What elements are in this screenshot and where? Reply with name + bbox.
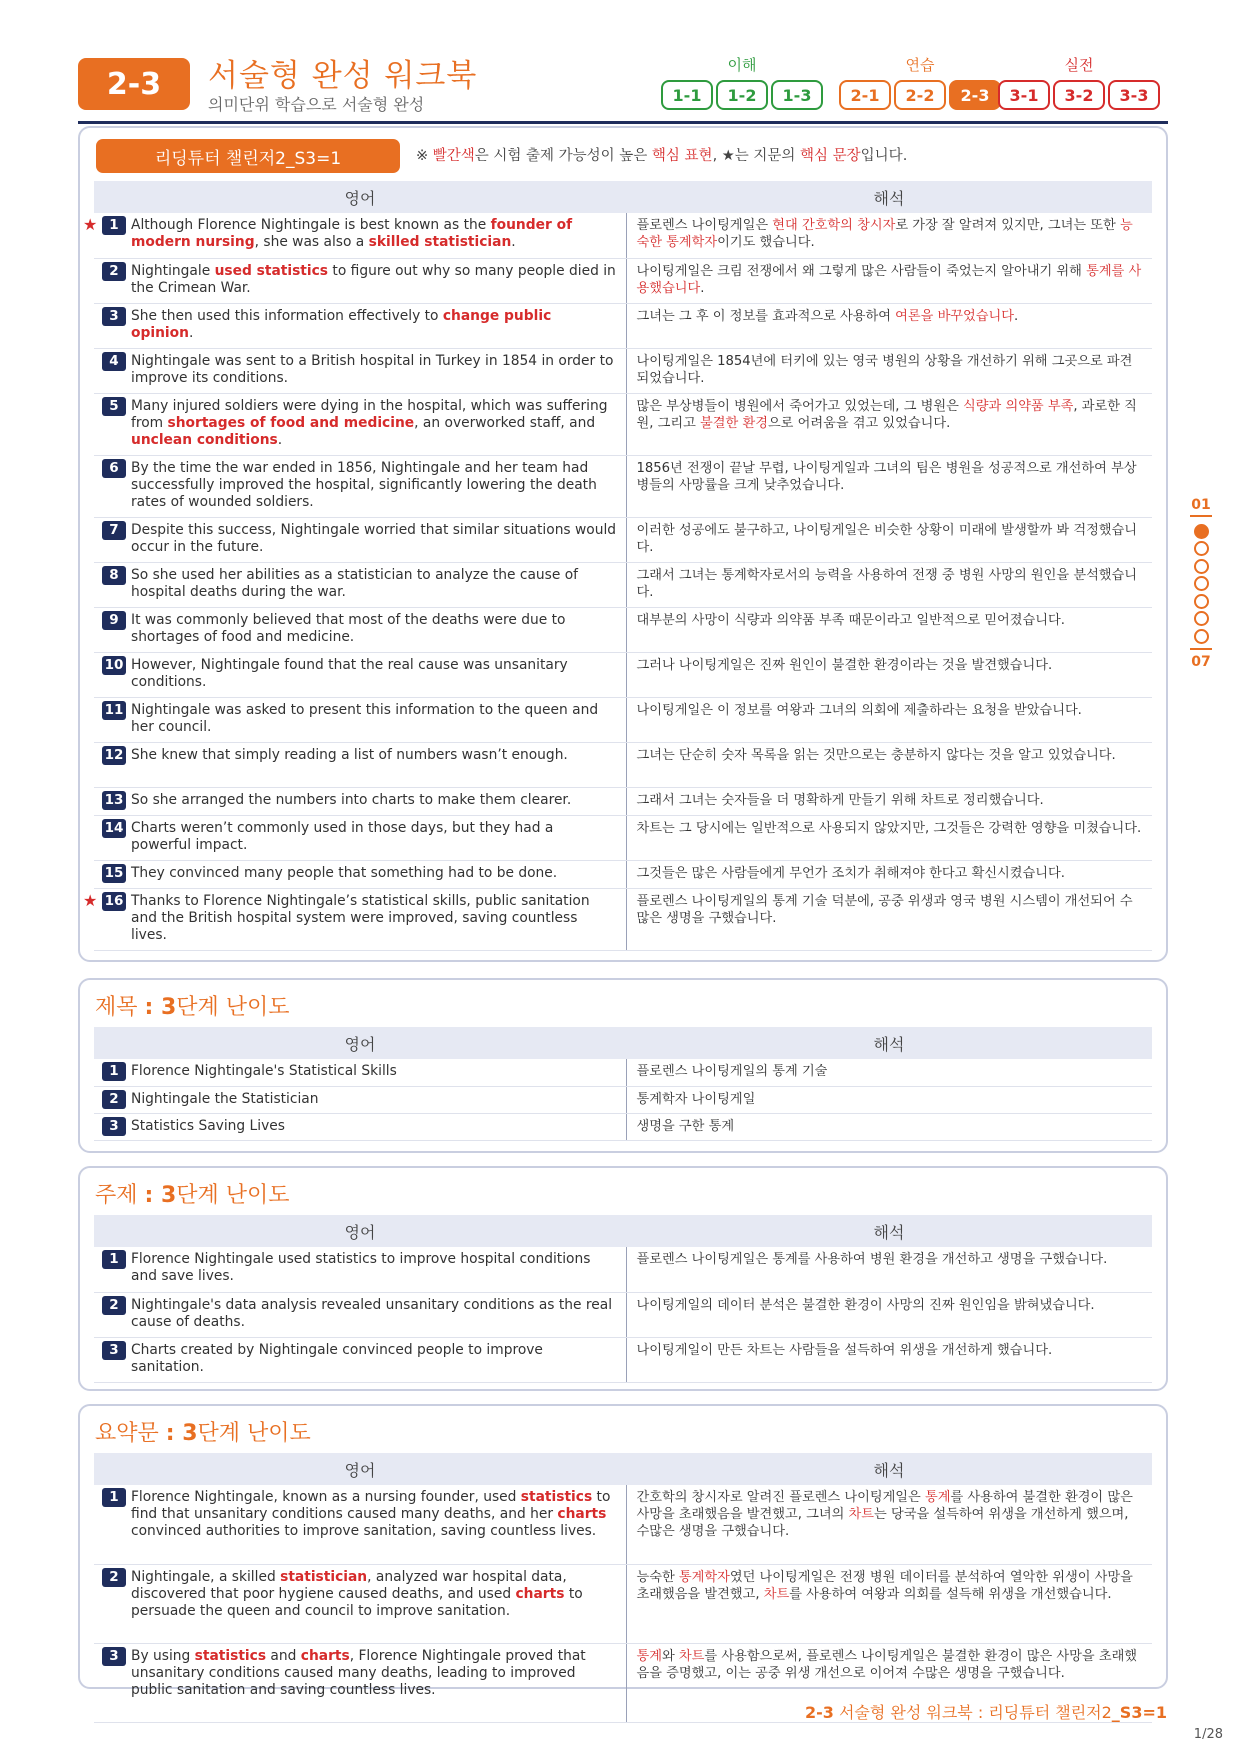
text-run: Nightingale was sent to a British hospital in Turkey in 1854 in order to improve its conditions. bbox=[131, 352, 614, 386]
text-run: Nightingale was asked to present this information to the queen and her council. bbox=[131, 701, 599, 735]
text-run: 나이팅게일은 크림 전쟁에서 왜 그렇게 많은 사람들이 죽었는지 알아내기 위해 bbox=[636, 263, 1087, 279]
table-row bbox=[94, 860, 1152, 888]
text-run: . bbox=[188, 324, 194, 341]
english-text bbox=[131, 893, 618, 944]
note-key-expression: 핵심 표현 bbox=[651, 148, 713, 164]
text-run: 차트는 그 당시에는 일반적으로 사용되지 않았지만, 그것들은 강력한 영향을 미쳤습니다. bbox=[636, 820, 1142, 836]
stage-button-2-1[interactable]: 2-1 bbox=[839, 80, 891, 110]
table-row bbox=[94, 1086, 1152, 1113]
sentence-number-badge: 13 bbox=[102, 791, 126, 810]
reading-panel bbox=[78, 126, 1168, 962]
text-run: So she arranged the numbers into charts to make them clearer. bbox=[131, 791, 572, 808]
table-row bbox=[94, 1564, 1152, 1643]
text-run: 를 사용하여 불결한 환경이 많은 사망을 초래했음을 발견했고, 그녀의 bbox=[636, 1490, 1133, 1522]
korean-cell bbox=[626, 1059, 1152, 1086]
legend-note bbox=[416, 144, 907, 165]
key-expression: statistics bbox=[194, 1647, 267, 1664]
text-run: , an overworked staff, and bbox=[414, 414, 596, 431]
stage-button-1-2[interactable]: 1-2 bbox=[716, 80, 768, 110]
text-run: 로 가장 잘 알려져 있지만, 그녀는 또한 bbox=[895, 218, 1120, 233]
key-expression: statistician bbox=[280, 1568, 368, 1585]
table-row bbox=[94, 1337, 1152, 1382]
stage-practice bbox=[839, 54, 1001, 110]
text-run: convinced authorities to improve sanitation, saving countless lives. bbox=[131, 1523, 597, 1539]
korean-cell bbox=[626, 455, 1152, 517]
text-run: . bbox=[1014, 308, 1019, 324]
korean-cell bbox=[626, 1337, 1152, 1382]
korean-cell bbox=[626, 787, 1152, 815]
text-run: 나이팅게일은 이 정보를 여왕과 그녀의 의회에 제출하라는 요청을 받았습니다. bbox=[636, 702, 1082, 718]
column-header-korean: 해석 bbox=[626, 1215, 1152, 1247]
text-run: to persuade the queen and council to improve sanitation. bbox=[131, 1585, 583, 1619]
title-panel bbox=[78, 978, 1168, 1153]
english-text bbox=[131, 865, 557, 882]
english-text bbox=[131, 747, 568, 764]
text-run: Florence Nightingale, known as a nursing founder, used bbox=[131, 1489, 521, 1505]
korean-cell bbox=[626, 815, 1152, 860]
text-run: Charts weren’t commonly used in those days, but they had a powerful impact. bbox=[131, 819, 554, 853]
key-expression: used statistics bbox=[214, 262, 329, 279]
note-key-sentence: 핵심 문장 bbox=[800, 148, 861, 164]
text-run: , analyzed war hospital data, discovered that poor hygiene caused deaths, and used bbox=[131, 1568, 567, 1602]
page-subtitle: 의미단위 학습으로 서술형 완성 bbox=[208, 95, 425, 114]
text-run: They convinced many people that something had to be done. bbox=[131, 864, 558, 881]
table-row bbox=[94, 888, 1152, 950]
key-expression: 불결한 환경 bbox=[700, 415, 768, 431]
column-header-english: 영어 bbox=[94, 181, 626, 213]
english-text bbox=[131, 1251, 618, 1285]
stage-understand bbox=[661, 54, 823, 110]
english-text bbox=[131, 792, 571, 809]
table-row bbox=[94, 1113, 1152, 1140]
text-run: 으로 어려움을 겪고 있었습니다. bbox=[767, 415, 951, 431]
text-run: 통계학자 나이팅게일 bbox=[636, 1091, 756, 1107]
english-text bbox=[131, 263, 618, 297]
page-number: 1/28 bbox=[1193, 1727, 1223, 1742]
english-cell bbox=[94, 742, 626, 787]
text-run: 플로렌스 나이팅게일은 통계를 사용하여 병원 환경을 개선하고 생명을 구했습니다. bbox=[636, 1252, 1108, 1267]
title-table bbox=[94, 1027, 1152, 1141]
korean-cell bbox=[626, 348, 1152, 393]
text-run: Nightingale's data analysis revealed unsanitary conditions as the real cause of deaths. bbox=[131, 1296, 613, 1330]
progress-dot[interactable] bbox=[1194, 594, 1209, 609]
sentence-number-badge: 2 bbox=[102, 262, 126, 281]
english-cell bbox=[94, 652, 626, 697]
korean-cell bbox=[626, 1113, 1152, 1140]
column-header-korean: 해석 bbox=[626, 1453, 1152, 1485]
footer-title: 2-3 서술형 완성 워크북 : 리딩튜터 챌린저2_S3=1 bbox=[804, 1703, 1167, 1722]
column-header-english: 영어 bbox=[94, 1027, 626, 1059]
table-row bbox=[94, 815, 1152, 860]
key-expression: change public opinion bbox=[131, 307, 552, 341]
key-expression: charts bbox=[300, 1647, 350, 1664]
stage-button-1-1[interactable]: 1-1 bbox=[661, 80, 713, 110]
key-sentence-star-icon: ★ bbox=[83, 215, 98, 234]
english-cell bbox=[94, 455, 626, 517]
table-row bbox=[94, 742, 1152, 787]
key-expression: charts bbox=[557, 1506, 607, 1522]
text-run: Although Florence Nightingale is best known as the bbox=[131, 217, 491, 233]
note-text: 입니다. bbox=[860, 148, 908, 164]
progress-dot[interactable] bbox=[1194, 541, 1209, 556]
sentence-number-badge: 1 bbox=[102, 1488, 126, 1507]
text-run: 1856년 전쟁이 끝날 무렵, 나이팅게일과 그녀의 팀은 병원을 성공적으로 개선하여 부상병들의 사망률을 크게 낮추었습니다. bbox=[636, 460, 1137, 493]
sentence-number-badge: 1 bbox=[102, 1250, 126, 1269]
table-row bbox=[94, 1485, 1152, 1564]
text-run: 플로렌스 나이팅게일의 통계 기술 bbox=[636, 1064, 828, 1079]
text-run: 를 사용함으로써, 플로렌스 나이팅게일은 불결한 환경이 많은 사망을 초래했음을 증명했고, 이는 공중 위생 개선으로 이어져 수많은 생명을 구했습니다. bbox=[636, 1648, 1138, 1681]
korean-cell bbox=[626, 1247, 1152, 1292]
english-cell bbox=[94, 787, 626, 815]
text-run: 는 당국을 설득하여 위생을 개선하게 했으며, 수많은 생명을 구했습니다. bbox=[636, 1507, 1129, 1539]
english-text bbox=[131, 567, 618, 601]
korean-cell bbox=[626, 517, 1152, 562]
table-row bbox=[94, 348, 1152, 393]
text-run: So she used her abilities as a statistician to analyze the cause of hospital deaths during the war. bbox=[131, 566, 579, 600]
sentence-number-badge: 2 bbox=[102, 1090, 126, 1109]
key-expression: 여론을 바꾸었습니다 bbox=[895, 308, 1014, 324]
sentence-number-badge: 3 bbox=[102, 1647, 126, 1666]
text-run: 그녀는 단순히 숫자 목록을 읽는 것만으로는 충분하지 않다는 것을 알고 있었습니다. bbox=[636, 747, 1116, 763]
sentence-number-badge: 16 bbox=[102, 892, 126, 911]
text-run: 그러나 나이팅게일은 진짜 원인이 불결한 환경이라는 것을 발견했습니다. bbox=[636, 657, 1053, 673]
lesson-code-badge: 2-3 bbox=[78, 58, 190, 110]
english-text bbox=[131, 308, 618, 342]
key-expression: founder of modern nursing bbox=[131, 217, 573, 250]
section-heading: 제목 : 3단계 난이도 bbox=[95, 995, 290, 1020]
key-expression: 식량과 의약품 부족 bbox=[963, 398, 1074, 414]
note-text: , ★는 지문의 bbox=[712, 148, 796, 164]
text-run: 그것들은 많은 사람들에게 무언가 조치가 취해져야 한다고 확신시켰습니다. bbox=[636, 865, 1065, 881]
english-cell bbox=[94, 1086, 626, 1113]
english-text bbox=[131, 522, 618, 556]
english-cell bbox=[94, 860, 626, 888]
section-heading: 요약문 : 3단계 난이도 bbox=[95, 1421, 311, 1446]
key-expression: 통계를 사용했습니다 bbox=[636, 263, 1142, 296]
table-row bbox=[94, 1292, 1152, 1337]
korean-cell bbox=[626, 607, 1152, 652]
text-run: 플로렌스 나이팅게일의 통계 기술 덕분에, 공중 위생과 영국 병원 시스템이 개선되어 수많은 생명을 구했습니다. bbox=[636, 893, 1133, 926]
text-run: 나이팅게일의 데이터 분석은 불결한 환경이 사망의 진짜 원인임을 밝혀냈습니다. bbox=[636, 1297, 1095, 1313]
table-row bbox=[94, 607, 1152, 652]
text-run: 이기도 했습니다. bbox=[717, 235, 815, 250]
note-red-word: 빨간색 bbox=[432, 148, 475, 164]
stage-label: 실전 bbox=[1064, 56, 1094, 74]
english-text bbox=[131, 1569, 618, 1620]
text-run: 그래서 그녀는 통계학자로서의 능력을 사용하여 전쟁 중 병원 사망의 원인을 분석했습니다. bbox=[636, 567, 1138, 600]
theme-panel bbox=[78, 1166, 1168, 1391]
text-run: 플로렌스 나이팅게일은 bbox=[636, 218, 773, 233]
text-run: She knew that simply reading a list of numbers wasn’t enough. bbox=[131, 746, 568, 763]
theme-table bbox=[94, 1215, 1152, 1383]
stage-button-1-3[interactable]: 1-3 bbox=[771, 80, 823, 110]
key-expression: 현대 간호학의 창시자 bbox=[772, 218, 896, 233]
english-text bbox=[131, 353, 618, 387]
text-run: 그녀는 그 후 이 정보를 효과적으로 사용하여 bbox=[636, 308, 896, 324]
text-run: 이러한 성공에도 불구하고, 나이팅게일은 비슷한 상황이 미래에 발생할까 봐 걱정했습니다. bbox=[636, 522, 1138, 555]
stage-button-3-3[interactable]: 3-3 bbox=[1108, 80, 1160, 110]
column-header-korean: 해석 bbox=[626, 1027, 1152, 1059]
table-row bbox=[94, 562, 1152, 607]
key-expression: skilled statistician bbox=[368, 234, 512, 250]
key-sentence-star-icon: ★ bbox=[83, 890, 98, 910]
text-run: By using bbox=[131, 1647, 195, 1664]
english-text bbox=[131, 1342, 618, 1376]
progress-dot[interactable] bbox=[1194, 576, 1209, 591]
key-expression: charts bbox=[515, 1585, 565, 1602]
sentence-number-badge: 3 bbox=[102, 1341, 126, 1360]
english-cell bbox=[94, 1059, 626, 1086]
korean-cell bbox=[626, 652, 1152, 697]
korean-cell bbox=[626, 860, 1152, 888]
column-header-english: 영어 bbox=[94, 1453, 626, 1485]
note-prefix: ※ bbox=[416, 148, 429, 164]
text-run: 였던 나이팅게일은 전쟁 병원 데이터를 분석하여 열악한 위생이 사망을 초래했음을 발견했고, bbox=[636, 1569, 1133, 1602]
korean-cell bbox=[626, 258, 1152, 303]
key-expression: 통계 bbox=[636, 1648, 662, 1664]
table-row bbox=[94, 1247, 1152, 1292]
english-cell bbox=[94, 1643, 626, 1722]
stage-button-3-1[interactable]: 3-1 bbox=[998, 80, 1050, 110]
english-text bbox=[131, 657, 618, 691]
english-cell bbox=[94, 1337, 626, 1382]
sentence-number-badge: 6 bbox=[102, 459, 126, 478]
english-cell bbox=[94, 607, 626, 652]
sentence-number-badge: 15 bbox=[102, 864, 126, 883]
sentence-number-badge: 4 bbox=[102, 352, 126, 371]
text-run: However, Nightingale found that the real cause was unsanitary conditions. bbox=[131, 656, 568, 690]
key-expression: shortages of food and medicine bbox=[167, 414, 415, 431]
key-expression: statistics bbox=[520, 1489, 593, 1505]
text-run: Charts created by Nightingale convinced people to improve sanitation. bbox=[131, 1341, 543, 1375]
key-expression: unclean conditions bbox=[131, 431, 278, 448]
text-run: 많은 부상병들이 병원에서 죽어가고 있었는데, 그 병원은 bbox=[636, 398, 964, 414]
text-run: Florence Nightingale used statistics to improve hospital conditions and save lives. bbox=[131, 1251, 591, 1284]
text-run: , she was also a bbox=[254, 234, 369, 250]
table-row bbox=[94, 455, 1152, 517]
sentence-number-badge: 11 bbox=[102, 701, 126, 720]
english-text bbox=[131, 460, 618, 511]
text-run: , 과로한 직원, 그리고 bbox=[636, 398, 1137, 431]
stage-label: 연습 bbox=[905, 56, 935, 74]
text-run: to find that unsanitary conditions caused many deaths, and her bbox=[131, 1489, 611, 1522]
sentence-number-badge: 1 bbox=[102, 216, 126, 235]
english-text bbox=[131, 1648, 618, 1699]
sentence-number-badge: 10 bbox=[102, 656, 126, 675]
english-cell bbox=[83, 213, 626, 258]
progress-dot[interactable] bbox=[1194, 611, 1209, 626]
text-run: 나이팅게일은 1854년에 터키에 있는 영국 병원의 상황을 개선하기 위해 그곳으로 파견되었습니다. bbox=[636, 353, 1133, 386]
korean-cell bbox=[626, 742, 1152, 787]
progress-dot[interactable] bbox=[1194, 559, 1209, 574]
text-run: Thanks to Florence Nightingale’s statistical skills, public sanitation and the British hospital system were improved, saving countless lives. bbox=[131, 892, 590, 943]
text-run: , Florence Nightingale proved that unsanitary conditions caused many deaths, leading to improved public sanitation and saving countless lives. bbox=[131, 1647, 586, 1698]
table-row bbox=[94, 652, 1152, 697]
progress-dot[interactable] bbox=[1194, 524, 1209, 539]
english-cell bbox=[94, 348, 626, 393]
column-header-english: 영어 bbox=[94, 1215, 626, 1247]
english-cell bbox=[94, 1247, 626, 1292]
column-header-korean: 해석 bbox=[626, 181, 1152, 213]
english-text bbox=[131, 398, 618, 449]
section-heading: 주제 : 3단계 난이도 bbox=[95, 1183, 290, 1208]
key-expression: 통계 bbox=[924, 1490, 951, 1505]
text-run: . bbox=[700, 280, 705, 296]
english-cell bbox=[94, 1564, 626, 1643]
english-text bbox=[131, 702, 618, 736]
progress-dot[interactable] bbox=[1194, 629, 1209, 644]
key-expression: 차트 bbox=[848, 1507, 875, 1522]
english-text bbox=[131, 820, 618, 854]
sentence-number-badge: 2 bbox=[102, 1296, 126, 1315]
korean-cell bbox=[626, 393, 1152, 455]
header-divider bbox=[78, 121, 1168, 124]
stage-button-3-2[interactable]: 3-2 bbox=[1053, 80, 1105, 110]
side-progress-nav bbox=[1186, 497, 1216, 670]
text-run: 나이팅게일이 만든 차트는 사람들을 설득하여 위생을 개선하게 했습니다. bbox=[636, 1342, 1053, 1358]
english-text bbox=[131, 612, 618, 646]
text-run: 생명을 구한 통계 bbox=[636, 1118, 735, 1134]
table-row bbox=[94, 787, 1152, 815]
text-run: Nightingale, a skilled bbox=[131, 1568, 281, 1585]
korean-cell bbox=[626, 1086, 1152, 1113]
text-run: 능숙한 bbox=[636, 1569, 679, 1585]
table-row bbox=[94, 697, 1152, 742]
stage-exam bbox=[998, 54, 1160, 110]
english-cell bbox=[94, 1292, 626, 1337]
english-cell bbox=[94, 1485, 626, 1564]
sentence-number-badge: 3 bbox=[102, 307, 126, 326]
text-run: . bbox=[511, 234, 516, 250]
table-row bbox=[94, 1059, 1152, 1086]
text-run: Despite this success, Nightingale worried that similar situations would occur in the future. bbox=[131, 521, 617, 555]
english-text bbox=[131, 217, 618, 251]
text-run: By the time the war ended in 1856, Nightingale and her team had successfully improved the hospital, significantly lowering the death rates of wounded soldiers. bbox=[131, 459, 597, 510]
english-cell bbox=[94, 517, 626, 562]
side-nav-end: 07 bbox=[1191, 654, 1211, 670]
english-cell bbox=[94, 562, 626, 607]
table-row bbox=[94, 213, 1152, 258]
korean-cell bbox=[626, 697, 1152, 742]
english-text bbox=[131, 1297, 618, 1331]
sentence-number-badge: 7 bbox=[102, 521, 126, 540]
korean-cell bbox=[626, 303, 1152, 348]
stage-label: 이해 bbox=[727, 56, 757, 74]
table-row bbox=[94, 517, 1152, 562]
text-run: Florence Nightingale's Statistical Skills bbox=[131, 1063, 397, 1079]
english-cell bbox=[94, 1113, 626, 1140]
key-expression: 통계학자 bbox=[678, 1569, 730, 1585]
korean-cell bbox=[626, 888, 1152, 950]
sentence-number-badge: 2 bbox=[102, 1568, 126, 1587]
english-cell bbox=[94, 815, 626, 860]
table-row bbox=[94, 393, 1152, 455]
sentence-number-badge: 1 bbox=[102, 1062, 126, 1081]
english-cell bbox=[94, 393, 626, 455]
text-run: Statistics Saving Lives bbox=[131, 1117, 285, 1134]
english-cell bbox=[83, 888, 626, 950]
text-run: Nightingale the Statistician bbox=[131, 1090, 319, 1107]
text-run: and bbox=[266, 1647, 301, 1664]
english-cell bbox=[94, 303, 626, 348]
sentence-number-badge: 12 bbox=[102, 746, 126, 765]
sentence-number-badge: 8 bbox=[102, 566, 126, 585]
korean-cell bbox=[626, 213, 1152, 258]
english-cell bbox=[94, 258, 626, 303]
text-run: 그래서 그녀는 숫자들을 더 명확하게 만들기 위해 차트로 정리했습니다. bbox=[636, 792, 1044, 808]
english-text bbox=[131, 1118, 285, 1135]
sentence-number-badge: 3 bbox=[102, 1117, 126, 1136]
key-expression: 차트 bbox=[763, 1586, 790, 1602]
summary-panel bbox=[78, 1404, 1168, 1698]
side-nav-divider bbox=[1190, 515, 1212, 517]
key-expression: 능숙한 통계학자 bbox=[636, 218, 1133, 250]
page-header bbox=[78, 54, 1168, 122]
korean-cell bbox=[626, 1292, 1152, 1337]
sentence-table bbox=[83, 181, 1152, 951]
text-run: 와 bbox=[661, 1648, 679, 1664]
stage-button-2-2[interactable]: 2-2 bbox=[894, 80, 946, 110]
text-run: to figure out why so many people died in the Crimean War. bbox=[131, 262, 616, 296]
reading-badge: 리딩튜터 챌린저2_S3=1 bbox=[96, 139, 400, 173]
sentence-number-badge: 5 bbox=[102, 397, 126, 416]
sentence-number-badge: 9 bbox=[102, 611, 126, 630]
note-text: 은 시험 출제 가능성이 높은 bbox=[474, 148, 648, 164]
text-run: . bbox=[277, 431, 283, 448]
key-expression: 차트 bbox=[678, 1648, 705, 1664]
stage-button-2-3[interactable]: 2-3 bbox=[949, 80, 1001, 110]
text-run: She then used this information effectively to bbox=[131, 307, 443, 324]
side-nav-dots bbox=[1194, 521, 1209, 646]
text-run: 를 사용하여 여왕과 의회를 설득해 위생을 개선했습니다. bbox=[789, 1586, 1112, 1602]
korean-cell bbox=[626, 562, 1152, 607]
korean-cell bbox=[626, 1485, 1152, 1564]
text-run: Many injured soldiers were dying in the hospital, which was suffering from bbox=[131, 397, 608, 431]
page-title: 서술형 완성 워크북 bbox=[208, 58, 478, 94]
summary-table bbox=[94, 1453, 1152, 1723]
english-text bbox=[131, 1091, 319, 1108]
text-run: It was commonly believed that most of the deaths were due to shortages of food and medicine. bbox=[131, 611, 566, 645]
english-cell bbox=[94, 697, 626, 742]
text-run: 대부분의 사망이 식량과 의약품 부족 때문이라고 일반적으로 믿어졌습니다. bbox=[636, 612, 1065, 628]
text-run: Nightingale bbox=[131, 262, 215, 279]
text-run: 간호학의 창시자로 알려진 플로렌스 나이팅게일은 bbox=[636, 1490, 925, 1505]
table-row bbox=[94, 303, 1152, 348]
english-text bbox=[131, 1063, 397, 1080]
side-nav-start: 01 bbox=[1191, 497, 1211, 513]
table-row bbox=[94, 258, 1152, 303]
korean-cell bbox=[626, 1564, 1152, 1643]
english-text bbox=[131, 1489, 618, 1540]
side-nav-divider bbox=[1190, 648, 1212, 650]
sentence-number-badge: 14 bbox=[102, 819, 126, 838]
